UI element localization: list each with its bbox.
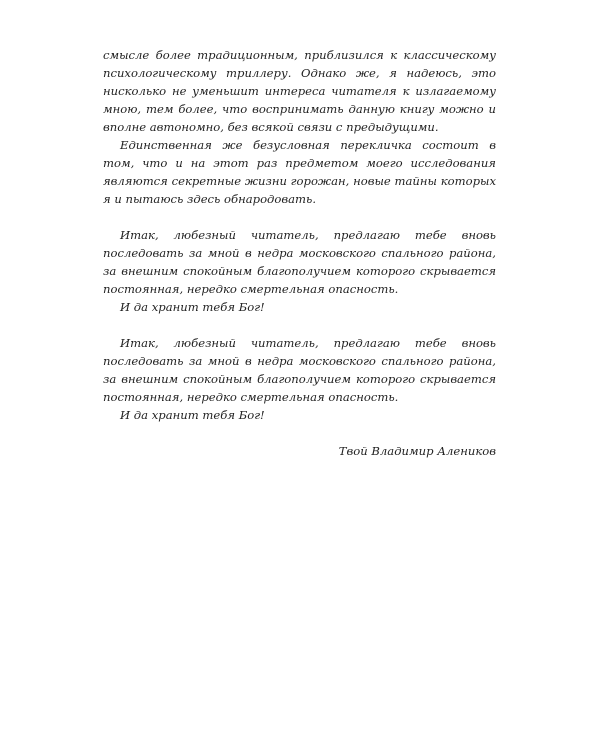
paragraph-invitation: Итак, любезный читатель, предлагаю тебе вновь последовать за мной в недра московского спального района, за внешним спокойным благополучием которого скрывается постоянная, нередко смертельная опасность. <box>103 228 496 296</box>
paragraph-continuation: смысле более традиционным, приблизился к классическому психологическому триллеру. Однако же, я надеюсь, это нисколько не уменьшит интереса читателя к излагаемому мною, тем более, что воспринимать данную книгу можно и вполне автономно, без всякой связи с предыдущими. <box>103 48 496 134</box>
paragraph-blessing: И да хранит тебя Бог! <box>120 300 265 314</box>
paragraph-gap <box>103 208 496 226</box>
author-signature: Твой Владимир Алеников <box>338 444 496 458</box>
paragraph-correspondence: Единственная же безусловная перекличка состоит в том, что и на этот раз предметом моего исследования являются секретные жизни горожан, новые тайны которых я и пытаюсь здесь обнародовать. <box>103 138 496 206</box>
paragraph-gap <box>103 316 496 334</box>
paragraph-gap <box>103 424 496 442</box>
text-block <box>103 46 496 460</box>
paragraph-blessing-repeat: И да хранит тебя Бог! <box>120 408 265 422</box>
paragraph-invitation-repeat: Итак, любезный читатель, предлагаю тебе вновь последовать за мной в недра московского спального района, за внешним спокойным благополучием которого скрывается постоянная, нередко смертельная опасность. <box>103 336 496 404</box>
